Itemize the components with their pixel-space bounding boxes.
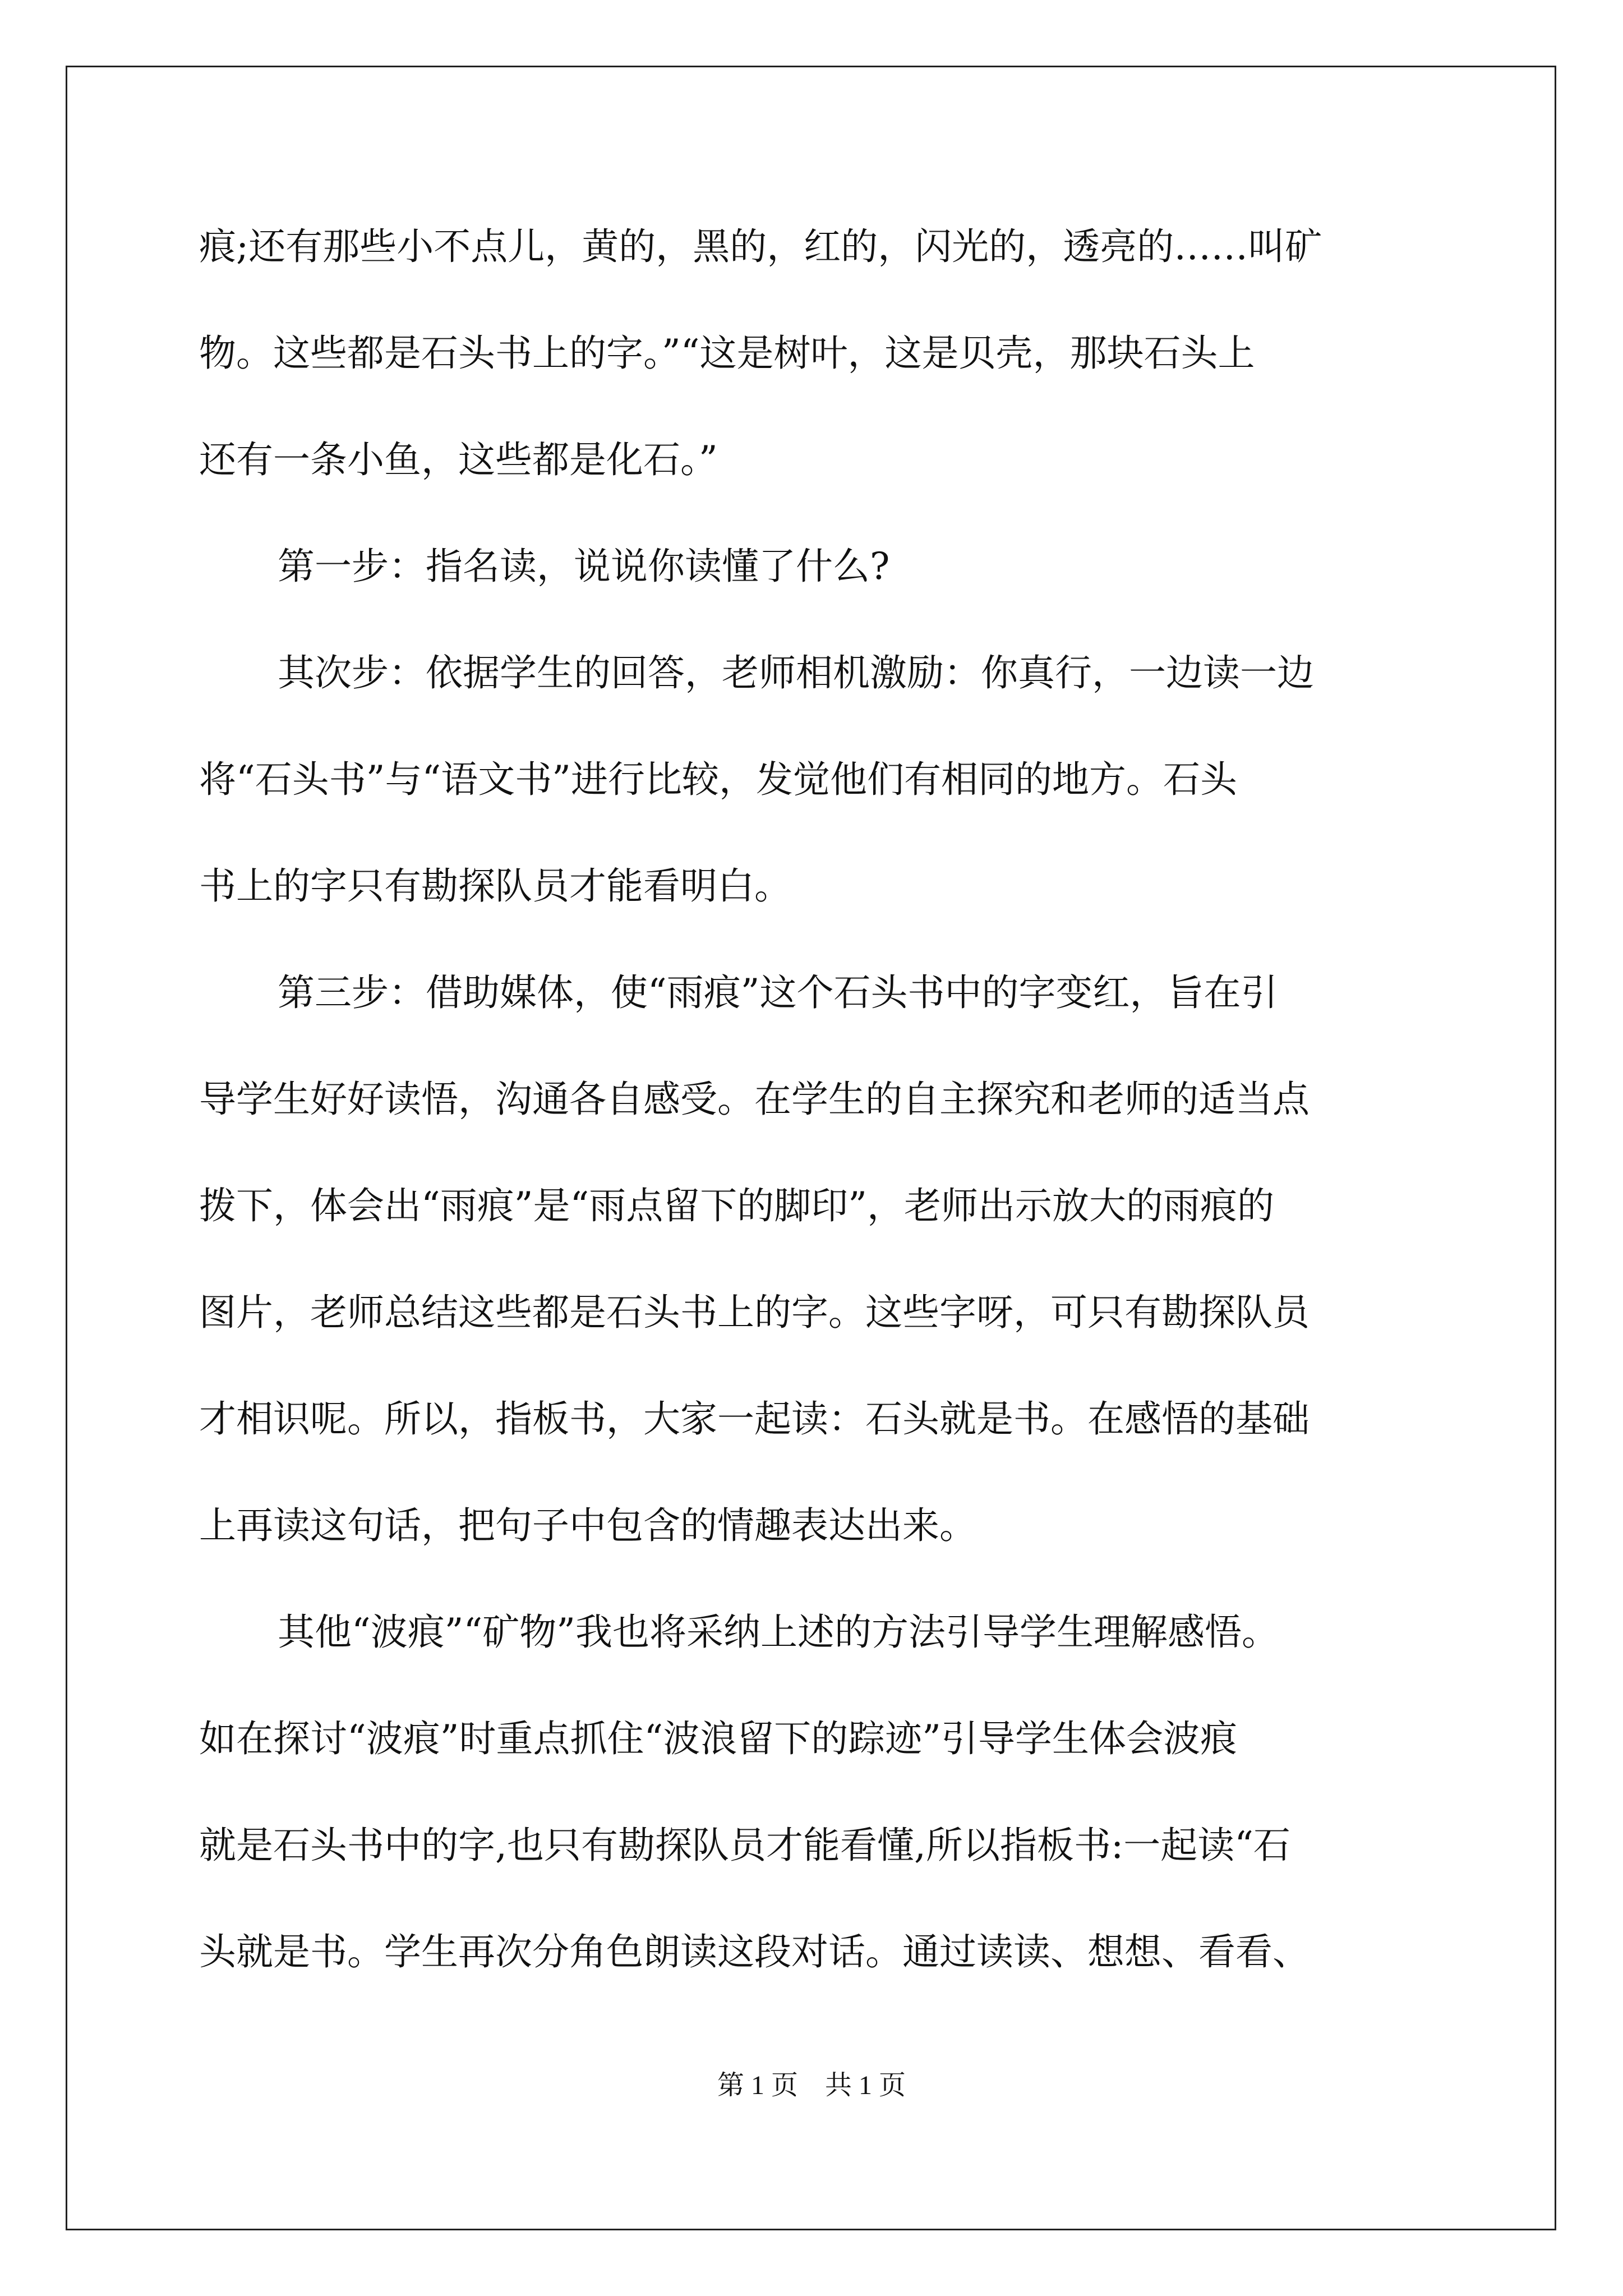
text-line: 才相识呢。所以，指板书，大家一起读：石头就是书。在感悟的基础 — [199, 1397, 1310, 1441]
paragraph — [199, 620, 1433, 940]
text-line: 痕;还有那些小不点儿，黄的，黑的，红的，闪光的，透亮的……叫矿 — [199, 225, 1322, 268]
text-line: 其次步：依据学生的回答，老师相机激励：你真行，一边读一边 — [278, 651, 1314, 694]
text-line: 还有一条小鱼，这些都是化石。” — [199, 438, 718, 481]
text-line: 图片，老师总结这些都是石头书上的字。这些字呀，可只有勘探队员 — [199, 1291, 1310, 1334]
text-line: 就是石头书中的字,也只有勘探队员才能看懂,所以指板书:一起读“石 — [199, 1824, 1290, 1867]
text-line: 书上的字只有勘探队员才能看明白。 — [199, 864, 791, 908]
paragraph — [199, 513, 1433, 620]
text-line: 拨下，体会出“雨痕”是“雨点留下的脚印”，老师出示放大的雨痕的 — [199, 1184, 1274, 1227]
text-line: 将“石头书”与“语文书”进行比较，发觉他们有相同的地方。石头 — [199, 758, 1237, 801]
document-body — [199, 194, 1433, 2005]
text-line: 如在探讨“波痕”时重点抓住“波浪留下的踪迹”引导学生体会波痕 — [199, 1717, 1237, 1760]
text-line: 上再读这句话，把句子中包含的情趣表达出来。 — [199, 1504, 976, 1547]
text-line: 第一步：指名读，说说你读懂了什么? — [278, 545, 890, 588]
text-line: 物。这些都是石头书上的字。”“这是树叶，这是贝壳，那块石头上 — [199, 332, 1255, 375]
text-line: 头就是书。学生再次分角色朗读这段对话。通过读读、想想、看看、 — [199, 1930, 1310, 1973]
paragraph — [199, 194, 1433, 513]
paragraph — [199, 1579, 1433, 2005]
text-line: 第三步：借助媒体，使“雨痕”这个石头书中的字变红，旨在引 — [278, 971, 1278, 1014]
page-number-footer: 第 1 页 共 1 页 — [717, 2070, 906, 2100]
text-line: 导学生好好读悟，沟通各自感受。在学生的自主探究和老师的适当点 — [199, 1078, 1310, 1121]
text-line: 其他“波痕”“矿物”我也将采纳上述的方法引导学生理解感悟。 — [278, 1611, 1279, 1654]
paragraph — [199, 940, 1433, 1579]
